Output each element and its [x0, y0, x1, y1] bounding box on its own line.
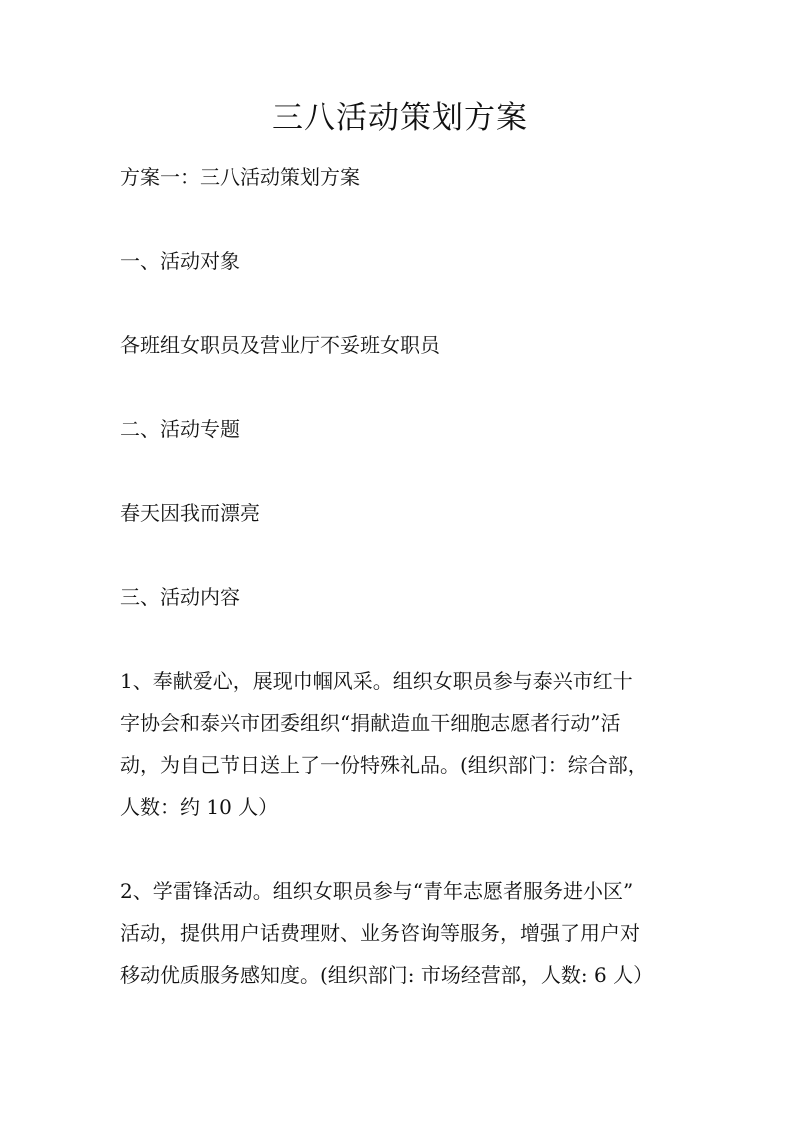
spacer	[120, 282, 690, 324]
section-heading-target: 一、活动对象	[120, 249, 240, 273]
section-heading-topic: 二、活动专题	[120, 417, 240, 441]
paragraph-line: 人数：约 10 人）	[120, 795, 279, 819]
spacer	[120, 366, 690, 408]
paragraph-line: 动，为自己节日送上了一份特殊礼品。(组织部门：综合部，	[120, 753, 648, 777]
paragraph-line: 移动优质服务感知度。(组织部门: 市场经营部，人数: 6 人）	[120, 963, 654, 987]
paragraph-line: 字协会和泰兴市团委组织“捐献造血干细胞志愿者行动”活	[120, 711, 621, 735]
subtitle: 方案一：三八活动策划方案	[120, 165, 360, 189]
content-item-2	[120, 870, 690, 996]
spacer	[120, 198, 690, 240]
document-title: 三八活动策划方案	[272, 100, 528, 136]
section-heading-content: 三、活动内容	[120, 585, 240, 609]
paragraph-line: 1、奉献爱心，展现巾帼风采。组织女职员参与泰兴市红十	[120, 669, 633, 693]
spacer	[120, 534, 690, 576]
spacer	[120, 450, 690, 492]
document-body	[120, 156, 690, 996]
content-item-1	[120, 660, 690, 828]
paragraph-line: 活动，提供用户话费理财、业务咨询等服务，增强了用户对	[120, 921, 640, 945]
spacer	[120, 828, 690, 870]
spacer	[120, 618, 690, 660]
section-text-target: 各班组女职员及营业厅不妥班女职员	[120, 333, 440, 357]
paragraph-line: 2、学雷锋活动。组织女职员参与“青年志愿者服务进小区”	[120, 879, 634, 903]
section-text-topic: 春天因我而漂亮	[120, 501, 260, 525]
